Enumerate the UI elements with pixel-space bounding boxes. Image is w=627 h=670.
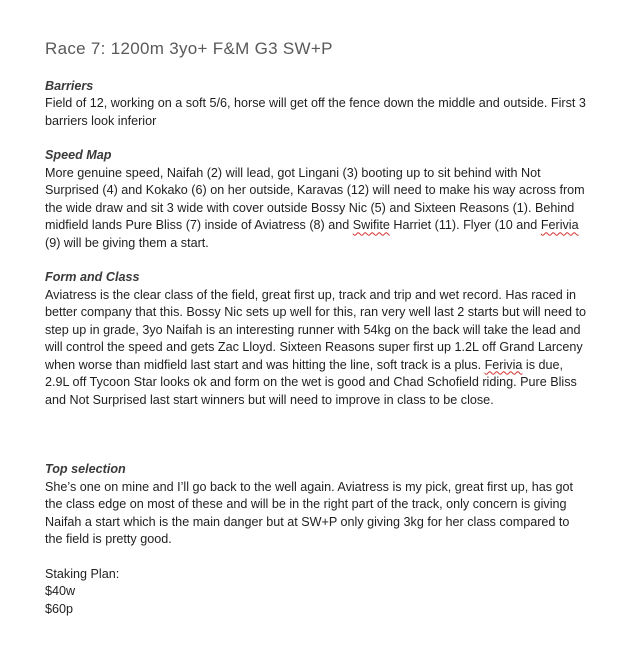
form-and-class-heading: Form and Class xyxy=(45,270,140,285)
staking-place-amount: $60p xyxy=(45,601,74,616)
spellcheck-flag-ferivia-2[interactable]: Ferivia xyxy=(484,357,523,372)
speed-map-heading: Speed Map xyxy=(45,148,112,163)
document-page xyxy=(45,38,590,618)
spellcheck-flag-swifite[interactable]: Swifite xyxy=(352,218,390,233)
barriers-heading: Barriers xyxy=(45,79,94,93)
speed-map-text-part3: (9) will be giving them a start. xyxy=(45,235,209,250)
barriers-text: Field of 12, working on a soft 5/6, horse will get off the fence down the middle and outside. First 3 barriers look inferior xyxy=(45,96,586,128)
top-selection-text: She’s one on mine and I’ll go back to the well again. Aviatress is my pick, great first up, has got the class edge on most of these and will be in the right part of the track, only concern is giving Naifah a start which is the main danger but at SW+P only giving 3kg for her class compared to the field is pretty good. xyxy=(45,479,574,547)
form-and-class-section xyxy=(45,269,590,409)
speed-map-text xyxy=(45,165,590,253)
staking-win-amount: $40w xyxy=(45,584,76,599)
form-and-class-text-part2: is due, 2.9L off Tycoon Star looks ok and form on the wet is good and Chad Schofield riding. Pure Bliss and Not Surprised last start winners but will need to improve in class to be close. xyxy=(45,357,577,407)
form-and-class-text-part1: Aviatress is the clear class of the field, great first up, track and trip and wet record. Has raced in better company that this. Bossy Nic sets up well for this, ran very well last 2 starts but will need to step up in grade, 3yo Naifah is an interesting runner with 54kg on the back will take the lead and will control the speed and gets Zac Lloyd. Sixteen Reasons super first up 1.2L off Grand Larceny when worse than midfield last start and was hitting the line, soft track is a plus. xyxy=(45,287,587,372)
blank-lines xyxy=(45,426,590,461)
top-selection-section xyxy=(45,461,590,548)
form-and-class-text xyxy=(45,287,590,410)
speed-map-text-part1: More genuine speed, Naifah (2) will lead, got Lingani (3) booting up to sit behind with Not Surprised (4) and Kokako (6) on her outside, Karavas (12) will need to make his way across from the wide draw and sit 3 wide with cover outside Bossy Nic (5) and Sixteen Reasons (1). Behind midfield lands Pure Bliss (7) inside of Aviatress (8) and xyxy=(45,165,585,233)
speed-map-section xyxy=(45,147,590,252)
staking-plan xyxy=(45,566,590,619)
spellcheck-flag-ferivia[interactable]: Ferivia xyxy=(540,218,579,233)
race-title: Race 7: 1200m 3yo+ F&M G3 SW+P xyxy=(45,39,333,58)
barriers-section xyxy=(45,78,590,130)
staking-plan-label: Staking Plan: xyxy=(45,566,120,581)
top-selection-heading: Top selection xyxy=(45,462,126,477)
speed-map-text-part2: Harriet (11). Flyer (10 and xyxy=(389,218,541,233)
